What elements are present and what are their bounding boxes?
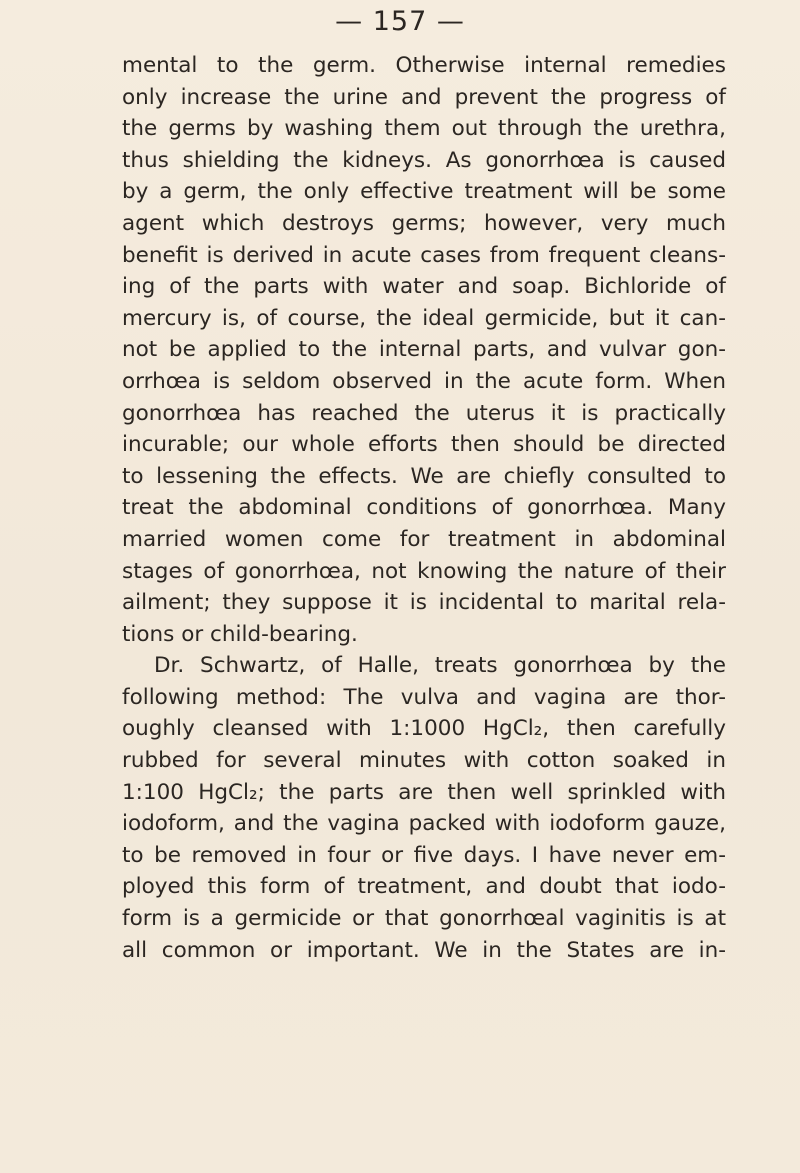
text-line: agent which destroys germs; however, very much — [122, 210, 726, 236]
text-line: mercury is, of course, the ideal germicide, but it can- — [122, 305, 726, 331]
text-line: thus shielding the kidneys. As gonorrhœa is caused — [122, 147, 726, 173]
text-line: rubbed for several minutes with cotton soaked in — [122, 748, 726, 774]
text-line: by a germ, the only effective treatment will be some — [122, 179, 726, 205]
body-text — [122, 50, 726, 966]
text-line: treat the abdominal conditions of gonorrhœa. Many — [122, 495, 726, 521]
text-line: ployed this form of treatment, and doubt that iodo- — [122, 874, 726, 900]
text-line: tions or child-bearing. — [122, 621, 358, 647]
text-line: only increase the urine and prevent the progress of — [122, 84, 726, 110]
text-line: following method: The vulva and vagina are thor- — [122, 684, 726, 710]
text-line: to lessening the effects. We are chiefly consulted to — [122, 463, 726, 489]
text-line: benefit is derived in acute cases from frequent cleans- — [122, 242, 726, 268]
text-line: stages of gonorrhœa, not knowing the nature of their — [122, 558, 726, 584]
text-line: ailment; they suppose it is incidental to marital rela- — [122, 590, 726, 616]
text-line: to be removed in four or five days. I have never em- — [122, 842, 726, 868]
text-line: incurable; our whole efforts then should be directed — [122, 432, 726, 458]
text-line: mental to the germ. Otherwise internal remedies — [122, 53, 726, 78]
text-line: form is a germicide or that gonorrhœal vaginitis is at — [122, 906, 726, 932]
text-line: Dr. Schwartz, of Halle, treats gonorrhœa by the — [154, 653, 726, 679]
text-line: oughly cleansed with 1:1000 HgCl₂, then carefully — [122, 716, 726, 742]
page-number: — 157 — — [335, 6, 465, 37]
text-line: not be applied to the internal parts, and vulvar gon- — [122, 337, 726, 363]
text-line: the germs by washing them out through the urethra, — [122, 116, 726, 142]
text-line: iodoform, and the vagina packed with iodoform gauze, — [122, 811, 726, 837]
text-line: ing of the parts with water and soap. Bichloride of — [122, 274, 726, 300]
text-line: 1:100 HgCl₂; the parts are then well sprinkled with — [122, 779, 726, 805]
text-line: all common or important. We in the States are in- — [122, 937, 726, 963]
text-line: orrhœa is seldom observed in the acute form. When — [122, 368, 726, 394]
text-line: gonorrhœa has reached the uterus it is practically — [122, 400, 726, 426]
text-line: married women come for treatment in abdominal — [122, 526, 726, 552]
